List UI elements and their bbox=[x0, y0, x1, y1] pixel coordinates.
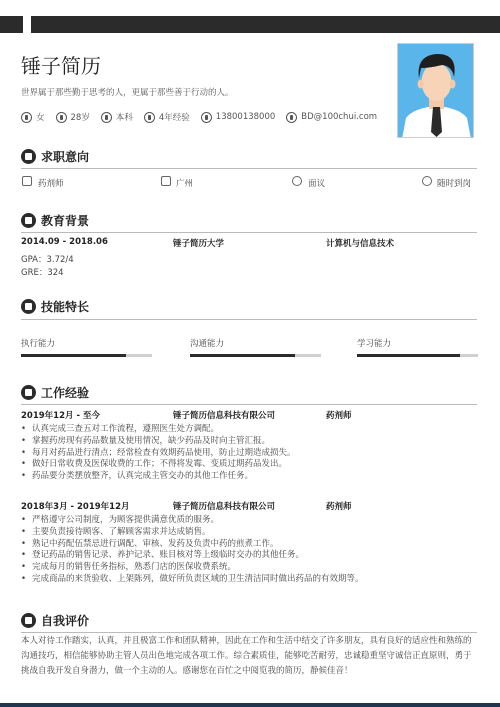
education-gre: GRE：324 bbox=[21, 268, 64, 278]
job-role: 药剂师 bbox=[326, 502, 352, 512]
divider bbox=[21, 404, 477, 405]
person-icon bbox=[21, 613, 36, 628]
gender-icon bbox=[21, 112, 32, 123]
skill-bar bbox=[21, 354, 152, 357]
list-item: • 严格遵守公司制度，为顾客提供满意优质的服务。 bbox=[21, 515, 364, 527]
salary-icon bbox=[292, 176, 302, 186]
divider bbox=[21, 168, 477, 169]
divider bbox=[21, 632, 477, 633]
top-bar-right bbox=[31, 16, 500, 33]
section-header-intent: 求职意向 bbox=[21, 149, 89, 164]
skill-bar bbox=[357, 354, 478, 357]
skill-bar-fill bbox=[21, 354, 126, 357]
info-degree: 本科 bbox=[101, 111, 133, 123]
skill-label: 沟通能力 bbox=[190, 339, 225, 349]
section-header-experience: 工作经验 bbox=[21, 385, 89, 400]
education-gpa: GPA：3.72/4 bbox=[21, 255, 74, 265]
section-header-education: 教育背景 bbox=[21, 213, 89, 228]
resume-name: 锤子简历 bbox=[21, 54, 101, 78]
footer-bar bbox=[0, 703, 500, 707]
divider bbox=[21, 232, 477, 233]
list-item: • 主要负责接待顾客、了解顾客需求并达成销售。 bbox=[21, 527, 364, 539]
job-role: 药剂师 bbox=[326, 411, 352, 421]
education-period: 2014.09 - 2018.06 bbox=[21, 237, 108, 247]
phone-icon bbox=[201, 112, 212, 123]
list-item: • 掌握药房现有药品数量及使用情况，缺少药品及时向主管汇报。 bbox=[21, 436, 296, 448]
position-icon bbox=[22, 176, 32, 186]
self-evaluation-text: 本人对待工作踏实，认真，并且极富工作和团队精神，因此在工作和生活中结交了许多朋友，具有良好的适应性和熟练的沟通技巧，相信能够协助主管人员出色地完成各项工作。综合素质佳，能够吃苦耐劳，忠诚稳重坚守诚信正直原则，勇于挑战自我开发自身潜力，做一个主动的人。感谢您在百忙之中阅览我的简历，静候佳音！ bbox=[21, 636, 472, 676]
personal-info-row bbox=[21, 111, 388, 123]
degree-icon bbox=[101, 112, 112, 123]
avatar bbox=[397, 43, 474, 138]
intent-position: 药剂师 bbox=[38, 179, 64, 189]
intent-city: 广州 bbox=[176, 179, 194, 189]
job-bullets bbox=[21, 515, 364, 586]
info-age: 28岁 bbox=[56, 111, 90, 123]
skill-bar-fill bbox=[357, 354, 460, 357]
list-item: • 熟记中药配伍禁忌进行调配、审核、发药及负责中药的煎煮工作。 bbox=[21, 539, 364, 551]
skill-bar-fill bbox=[190, 354, 295, 357]
section-header-skills: 技能特长 bbox=[21, 299, 89, 314]
job-company: 锤子简历信息科技有限公司 bbox=[173, 411, 276, 421]
section-header-evaluation: 自我评价 bbox=[21, 613, 89, 628]
list-item: • 完成商品的来货验收、上架陈列，做好所负责区域的卫生清洁同时做出药品的有效期等。 bbox=[21, 574, 364, 586]
email-icon bbox=[286, 112, 297, 123]
age-icon bbox=[56, 112, 67, 123]
divider bbox=[21, 319, 477, 320]
target-icon bbox=[21, 149, 36, 164]
skill-label: 学习能力 bbox=[357, 339, 392, 349]
briefcase-icon bbox=[21, 385, 36, 400]
list-item: • 做好日常收费及医保收费的工作；不得将发霉、变质过期药品发出。 bbox=[21, 459, 296, 471]
info-phone: 13800138000 bbox=[201, 112, 276, 123]
education-school: 锤子简历大学 bbox=[173, 239, 225, 249]
intent-salary: 面议 bbox=[308, 179, 326, 189]
list-item: • 完成每月的销售任务指标，熟悉门店的医保收费系统。 bbox=[21, 562, 364, 574]
info-experience: 4年经验 bbox=[144, 111, 190, 123]
city-icon bbox=[161, 176, 171, 186]
list-item: • 药品要分类摆放整齐，认真完成主管交办的其他工作任务。 bbox=[21, 471, 296, 483]
list-item: • 登记药品的销售记录、养护记录、账目核对等上级临时交办的其他任务。 bbox=[21, 550, 364, 562]
intent-availability: 随时到岗 bbox=[437, 179, 472, 189]
skill-bar bbox=[190, 354, 321, 357]
education-major: 计算机与信息技术 bbox=[326, 239, 395, 249]
skill-label: 执行能力 bbox=[21, 339, 56, 349]
job-period: 2019年12月 - 至今 bbox=[21, 411, 100, 421]
experience-icon bbox=[144, 112, 155, 123]
list-item: • 认真完成三查五对工作流程，遵照医生处方调配。 bbox=[21, 424, 296, 436]
avatar-illustration bbox=[398, 44, 474, 138]
info-gender: 女 bbox=[21, 111, 45, 123]
graduation-cap-icon bbox=[21, 213, 36, 228]
job-bullets bbox=[21, 424, 296, 483]
tools-icon bbox=[21, 299, 36, 314]
resume-motto: 世界属于那些勤于思考的人，更属于那些善于行动的人。 bbox=[21, 88, 234, 98]
clock-icon bbox=[422, 176, 432, 186]
info-email: BD@100chui.com bbox=[286, 112, 377, 123]
job-period: 2018年3月 - 2019年12月 bbox=[21, 502, 130, 512]
top-bar-left bbox=[0, 16, 23, 33]
list-item: • 每月对药品进行清点；经常检查有效期药品使用，防止过期造成损失。 bbox=[21, 448, 296, 460]
job-company: 锤子简历信息科技有限公司 bbox=[173, 502, 276, 512]
